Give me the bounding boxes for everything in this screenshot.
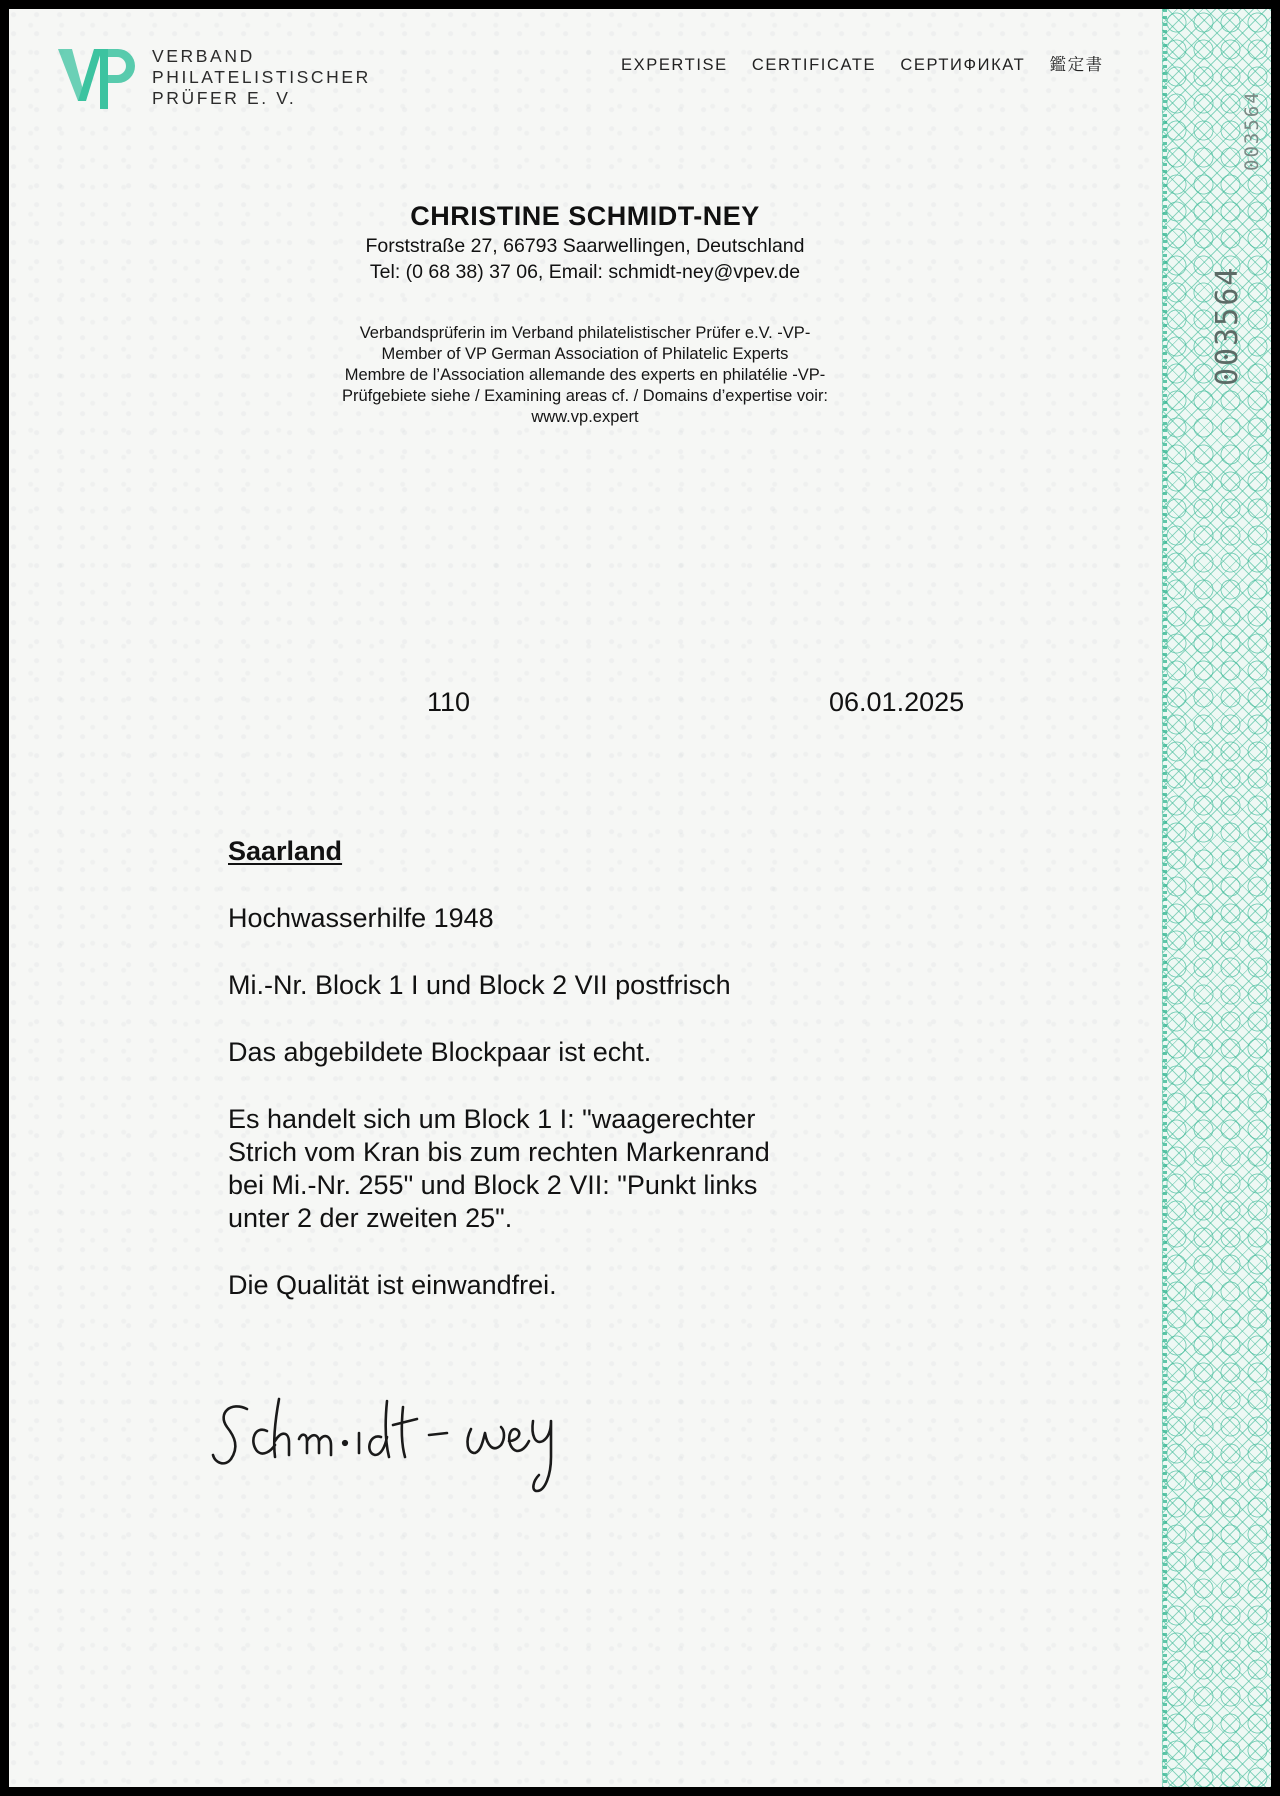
certificate-body	[228, 835, 988, 1302]
title-de: EXPERTISE	[621, 56, 728, 74]
affiliation-line: Membre de l’Association allemande des experts en philatélie -VP-	[344, 366, 826, 384]
details-line: unter 2 der zweiten 25".	[228, 1203, 513, 1233]
quality-line: Die Qualität ist einwandfrei.	[228, 1270, 557, 1300]
certificate-title	[621, 51, 1122, 75]
title-en: CERTIFICATE	[751, 56, 877, 74]
serial-number-small: 003564	[1241, 90, 1263, 171]
certificate-sheet	[9, 9, 1271, 1787]
affiliation-line: Prüfgebiete siehe / Examining areas cf. / Domains d’expertise voir:	[341, 387, 829, 405]
catalog-line: Mi.-Nr. Block 1 I und Block 2 VII postfrisch	[228, 970, 731, 1000]
vp-logo	[56, 45, 138, 115]
title-jp: 鑑定書	[1049, 56, 1104, 74]
title-ru: СЕРТИФИКАТ	[900, 56, 1026, 74]
expert-name: CHRISTINE SCHMIDT-NEY	[410, 201, 760, 231]
org-name	[152, 46, 371, 109]
details-line: Es handelt sich um Block 1 I: "waagerechter	[228, 1104, 756, 1134]
country-heading: Saarland	[228, 836, 343, 866]
expert-block	[9, 199, 1161, 285]
certificate-number: 110	[427, 687, 471, 717]
affiliation-block	[9, 323, 1161, 428]
affiliation-website: www.vp.expert	[531, 408, 639, 426]
issue-line: Hochwasserhilfe 1948	[228, 903, 494, 933]
org-name-line: VERBAND	[152, 46, 255, 66]
verdict-line: Das abgebildete Blockpaar ist echt.	[228, 1037, 652, 1067]
certificate-date: 06.01.2025	[829, 687, 965, 717]
affiliation-line: Verbandsprüferin im Verband philatelistischer Prüfer e.V. -VP-	[359, 324, 811, 342]
affiliation-line: Member of VP German Association of Philatelic Experts	[381, 345, 789, 363]
expert-address: Forststraße 27, 66793 Saarwellingen, Deutschland	[365, 235, 805, 257]
org-name-line: PRÜFER E. V.	[152, 88, 297, 108]
signature	[209, 1391, 579, 1501]
details-line: bei Mi.-Nr. 255" und Block 2 VII: "Punkt links	[228, 1170, 758, 1200]
details-line: Strich vom Kran bis zum rechten Markenrand	[228, 1137, 770, 1167]
serial-number-large: 003564	[1210, 265, 1245, 386]
details-paragraph	[228, 1103, 988, 1235]
org-name-line: PHILATELISTISCHER	[152, 67, 371, 87]
expert-contact: Tel: (0 68 38) 37 06, Email: schmidt-ney@vpev.de	[369, 261, 801, 283]
